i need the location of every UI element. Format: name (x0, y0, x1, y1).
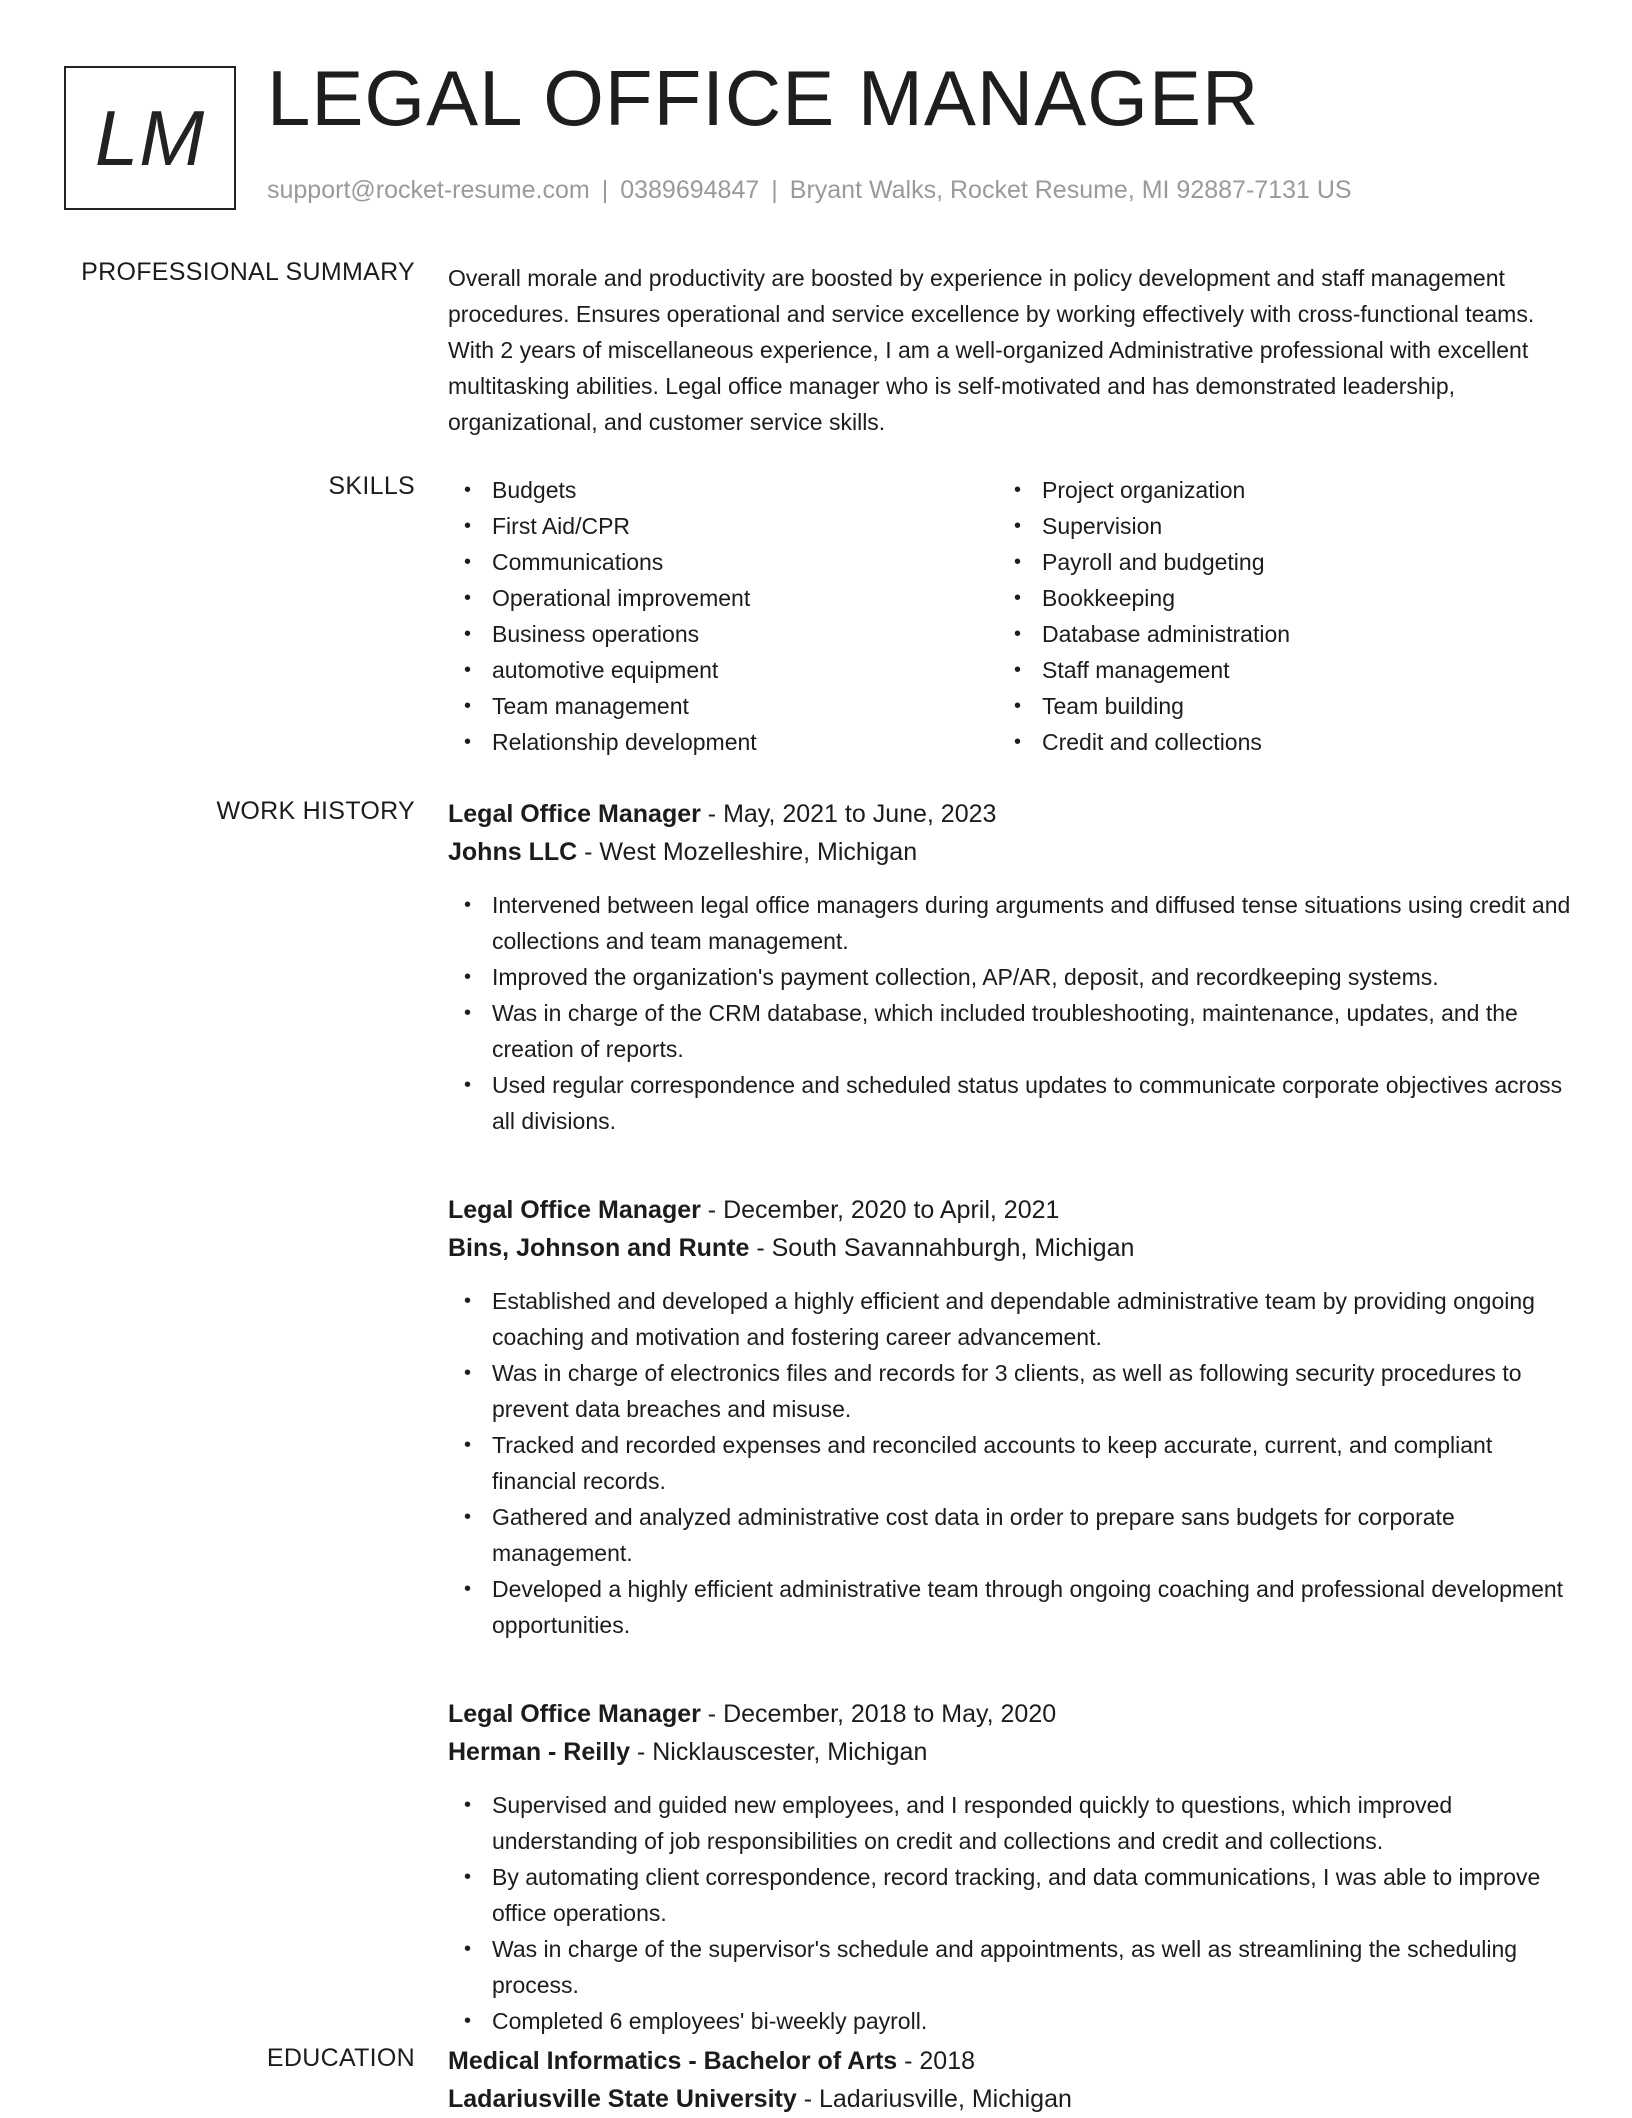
job-location: - West Mozelleshire, Michigan (577, 838, 918, 866)
job-title: Legal Office Manager (448, 1196, 701, 1224)
job-bullet (448, 1355, 1578, 1427)
skill-item-text: Team management (492, 693, 689, 719)
job-bullet-text: Completed 6 employees' bi-weekly payroll. (492, 2008, 928, 2034)
job-location: - Nicklauscester, Michigan (630, 1738, 928, 1766)
section-label-work-history: WORK HISTORY (216, 797, 415, 825)
skill-item (998, 580, 1548, 616)
job-bullet (448, 1067, 1578, 1139)
skill-item-text: Budgets (492, 477, 577, 503)
job-list (448, 795, 1578, 2039)
education-location: - Ladariusville, Michigan (796, 2085, 1072, 2113)
job-title-line (448, 1191, 1578, 1229)
job-bullet (448, 1283, 1578, 1355)
job-location: - South Savannahburgh, Michigan (749, 1234, 1135, 1262)
skill-item (448, 544, 998, 580)
skill-item (998, 652, 1548, 688)
skill-item-text: Bookkeeping (1042, 585, 1175, 611)
section-label-summary: PROFESSIONAL SUMMARY (81, 258, 415, 286)
skill-item-text: Operational improvement (492, 585, 751, 611)
job-title: Legal Office Manager (448, 1700, 701, 1728)
education-degree-line (448, 2042, 1578, 2080)
skill-item (448, 616, 998, 652)
job-bullet-text: Improved the organization's payment collection, AP/AR, deposit, and recordkeeping systems. (492, 964, 1439, 990)
contact-phone[interactable]: 0389694847 (620, 176, 760, 204)
job-entry (448, 1191, 1578, 1643)
education-degree: Medical Informatics - Bachelor of Arts (448, 2047, 898, 2075)
skill-item (448, 508, 998, 544)
bullet-icon: • (1014, 515, 1022, 537)
contact-email[interactable]: support@rocket-resume.com (267, 176, 590, 204)
job-company: Johns LLC (448, 838, 578, 866)
bullet-icon: • (464, 1074, 472, 1096)
contact-separator: | (601, 176, 609, 204)
job-dates: - December, 2018 to May, 2020 (700, 1700, 1057, 1728)
bullet-icon: • (1014, 551, 1022, 573)
bullet-icon: • (1014, 587, 1022, 609)
bullet-icon: • (464, 695, 472, 717)
job-bullets (448, 1787, 1578, 2039)
bullet-icon: • (464, 1794, 472, 1816)
skills-list-right (998, 472, 1548, 760)
skill-item-text: Database administration (1042, 621, 1291, 647)
job-title-line (448, 1695, 1578, 1733)
contact-separator: | (771, 176, 778, 204)
bullet-icon: • (464, 731, 472, 753)
bullet-icon: • (464, 587, 472, 609)
skill-item (448, 472, 998, 508)
education-school: Ladariusville State University (448, 2085, 797, 2113)
job-company-line (448, 1733, 1578, 1771)
job-bullet-text: Was in charge of the CRM database, which included troubleshooting, maintenance, updates, and the creation of reports. (492, 1000, 1518, 1062)
skill-item (998, 544, 1548, 580)
job-bullet (448, 1859, 1578, 1931)
bullet-icon: • (464, 1578, 472, 1600)
page-title: LEGAL OFFICE MANAGER (267, 54, 1260, 142)
contact-address: Bryant Walks, Rocket Resume, MI 92887-7131 US (789, 176, 1352, 204)
skill-item-text: Credit and collections (1042, 729, 1262, 755)
skill-item (998, 472, 1548, 508)
job-bullet (448, 959, 1578, 995)
job-bullet (448, 995, 1578, 1067)
skill-item-text: Staff management (1042, 657, 1230, 683)
job-title: Legal Office Manager (448, 800, 701, 828)
skill-item-text: Relationship development (492, 729, 757, 755)
job-bullet-text: Was in charge of electronics files and records for 3 clients, as well as following security procedures to prevent data breaches and misuse. (492, 1360, 1522, 1422)
bullet-icon: • (464, 1938, 472, 1960)
job-bullet-text: Tracked and recorded expenses and reconciled accounts to keep accurate, current, and compliant financial records. (492, 1432, 1493, 1494)
bullet-icon: • (464, 966, 472, 988)
skill-item-text: Business operations (492, 621, 700, 647)
bullet-icon: • (464, 479, 472, 501)
job-bullet (448, 2003, 1578, 2039)
skill-item-text: Communications (492, 549, 664, 575)
bullet-icon: • (464, 623, 472, 645)
bullet-icon: • (464, 1290, 472, 1312)
job-bullet-text: By automating client correspondence, record tracking, and data communications, I was able to improve office operations. (492, 1864, 1541, 1926)
skill-item-text: Project organization (1042, 477, 1246, 503)
job-company: Herman - Reilly (448, 1738, 631, 1766)
bullet-icon: • (1014, 731, 1022, 753)
job-company: Bins, Johnson and Runte (448, 1234, 750, 1262)
skill-item-text: Payroll and budgeting (1042, 549, 1265, 575)
bullet-icon: • (464, 659, 472, 681)
job-bullet-text: Was in charge of the supervisor's schedule and appointments, as well as streamlining the scheduling process. (492, 1936, 1518, 1998)
job-entry (448, 795, 1578, 1139)
skills-list-left (448, 472, 998, 760)
job-bullet-text: Established and developed a highly efficient and dependable administrative team by providing ongoing coaching and motivation and fostering career advancement. (492, 1288, 1535, 1350)
bullet-icon: • (1014, 695, 1022, 717)
job-bullet-text: Gathered and analyzed administrative cost data in order to prepare sans budgets for corporate management. (492, 1504, 1455, 1566)
job-bullet (448, 1571, 1578, 1643)
bullet-icon: • (464, 515, 472, 537)
skill-item-text: Team building (1042, 693, 1184, 719)
bullet-icon: • (1014, 659, 1022, 681)
job-company-line (448, 1229, 1578, 1267)
bullet-icon: • (464, 894, 472, 916)
job-bullet-text: Supervised and guided new employees, and I responded quickly to questions, which improved understanding of job responsibilities on credit and collections and credit and collections. (492, 1792, 1453, 1854)
bullet-icon: • (464, 1434, 472, 1456)
job-bullet-text: Developed a highly efficient administrative team through ongoing coaching and professional development opportunities. (492, 1576, 1564, 1638)
skill-item-text: Supervision (1042, 513, 1163, 539)
skill-item (448, 688, 998, 724)
skill-item (998, 724, 1548, 760)
bullet-icon: • (464, 1506, 472, 1528)
job-bullet (448, 1787, 1578, 1859)
job-title-line (448, 795, 1578, 833)
job-dates: - December, 2020 to April, 2021 (700, 1196, 1060, 1224)
job-company-line (448, 833, 1578, 871)
skill-item (998, 616, 1548, 652)
skill-item (448, 652, 998, 688)
skill-item (448, 724, 998, 760)
job-bullet (448, 1427, 1578, 1499)
bullet-icon: • (464, 1362, 472, 1384)
bullet-icon: • (1014, 623, 1022, 645)
bullet-icon: • (464, 551, 472, 573)
skill-item (448, 580, 998, 616)
job-bullets (448, 887, 1578, 1139)
skill-item (998, 688, 1548, 724)
section-label-skills: SKILLS (328, 472, 415, 500)
section-label-education: EDUCATION (266, 2044, 415, 2072)
job-dates: - May, 2021 to June, 2023 (700, 800, 997, 828)
skill-item-text: automotive equipment (492, 657, 719, 683)
bullet-icon: • (464, 2010, 472, 2032)
bullet-icon: • (464, 1002, 472, 1024)
education-year: - 2018 (897, 2047, 976, 2075)
education-school-line (448, 2080, 1578, 2118)
job-bullet (448, 887, 1578, 959)
job-bullet-text: Intervened between legal office managers during arguments and diffused tense situations using credit and collections and team management. (492, 892, 1571, 954)
job-bullet-text: Used regular correspondence and scheduled status updates to communicate corporate objectives across all divisions. (492, 1072, 1563, 1134)
bullet-icon: • (1014, 479, 1022, 501)
job-entry (448, 1695, 1578, 2039)
monogram-logo: LM (64, 66, 236, 210)
contact-line (267, 176, 1352, 205)
skill-item (998, 508, 1548, 544)
skill-item-text: First Aid/CPR (492, 513, 631, 539)
bullet-icon: • (464, 1866, 472, 1888)
job-bullet (448, 1931, 1578, 2003)
job-bullet (448, 1499, 1578, 1571)
summary-text: Overall morale and productivity are boosted by experience in policy development and staff management procedures. Ensures operational and service excellence by working effectively with cross-functional teams. With 2 years of miscellaneous experience, I am a well-organized Administrative professional with excellent multitasking abilities. Legal office manager who is self-motivated and has demonstrated leadership, organizational, and customer service skills. (448, 265, 1535, 435)
job-bullets (448, 1283, 1578, 1643)
